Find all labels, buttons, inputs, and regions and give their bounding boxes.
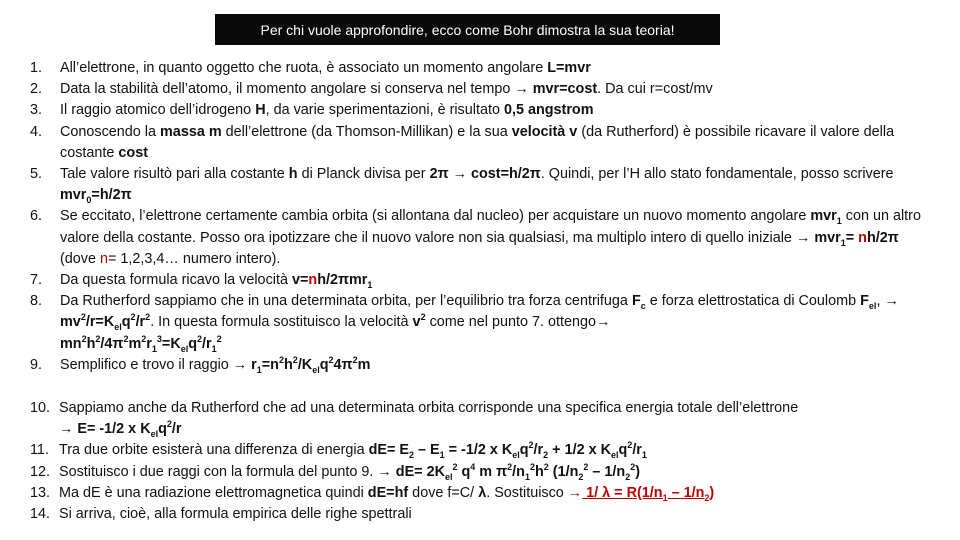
- item-text: Da questa formula ricavo la velocità v=nh/2πmr$_1$: [60, 272, 373, 290]
- item-number: 10.: [30, 400, 51, 417]
- arrow-right-icon: →: [567, 484, 583, 501]
- item-text: Tale valore risultò pari alla costante h di Planck divisa per 2π → cost=h/2π. Quindi, per l’H allo stato fondamentale, posso scrivere mvr$_0$=h/2π: [60, 166, 894, 206]
- item-text: Sappiamo anche da Rutherford che ad una determinata orbita corrisponde una specifica energia totale dell’elettrone → E= -1/2 x $K_{el}q^2/r$: [59, 400, 799, 440]
- item-text: Se eccitato, l’elettrone certamente cambia orbita (si allontana dal nucleo) per acquistare un nuovo momento angolare mvr$_1$ con un altro valore della costante. Posso ora ipotizzare che il nuovo valore non sia qualsiasi, ma multiplo intero di quello iniziale → mvr$_1$= nh/2π (dove n= 1,2,3,4… numero intero).: [60, 208, 921, 267]
- item-number: 5.: [30, 166, 43, 183]
- item-text: Il raggio atomico dell’idrogeno H, da varie sperimentazioni, è risultato 0,5 angstrom: [60, 102, 594, 119]
- arrow-right-icon: →: [884, 293, 899, 310]
- list-item-14: [30, 504, 930, 525]
- arrow-right-icon: →: [232, 356, 248, 373]
- item-number: 6.: [30, 208, 43, 225]
- item-text: Da Rutherford sappiamo che in una determinata orbita, per l’equilibrio tra forza centrifuga $F_c$ e forza elettrostatica di Coulomb $F_{el}$, → $mv^2/r=K_{el}q^2/r^2$. In questa formula sostituisco la velocità $v^2$ come nel punto 7. ottengo→ $mn^2h^2/4\pi^2m^2r_1^3=K_{el}q^2/r_1^2$: [60, 293, 899, 354]
- list-item-9: [30, 355, 930, 376]
- list-item-10: [30, 398, 930, 440]
- item-number: 7.: [30, 272, 43, 289]
- arrow-right-icon: →: [452, 166, 467, 183]
- item-text: Conoscendo la massa m dell’elettrone (da Thomson-Millikan) e la sua velocità v (da Rutherford) è possibile ricavare il valore della costante cost: [60, 123, 895, 161]
- item-number: 9.: [30, 356, 43, 373]
- list-item-11: [30, 440, 930, 461]
- arrow-right-icon: →: [514, 81, 529, 98]
- page-title: Per chi vuole approfondire, ecco come Bohr dimostra la sua teoria!: [260, 21, 675, 38]
- list-item-4: [30, 122, 930, 164]
- item-text: Ma dE è una radiazione elettromagnetica quindi dE=hf dove f=C/ λ. Sostituisco → 1/ $\lambda = R(1/n_1 - 1/n_2)$: [59, 484, 715, 503]
- item-text: All’elettrone, in quanto oggetto che ruota, è associato un momento angolare L=mvr: [60, 60, 591, 76]
- arrow-right-icon: →: [795, 229, 811, 246]
- item-text: Semplifico e trovo il raggio → $r_1=n^2h^2/K_{el}q^24\pi^2m$: [60, 355, 371, 375]
- list-item-1: [30, 58, 930, 79]
- numbered-list: [30, 58, 930, 525]
- item-text: Si arriva, cioè, alla formula empirica delle righe spettrali: [59, 506, 412, 523]
- list-item-12: [30, 462, 930, 483]
- item-number: 8.: [30, 293, 43, 310]
- item-number: 4.: [30, 123, 43, 140]
- title-banner: [215, 14, 720, 45]
- item-number: 11.: [30, 442, 49, 459]
- list-item-3: [30, 100, 930, 121]
- item-text: Sostituisco i due raggi con la formula del punto 9. → $dE= 2K_{el}^2$ $q^4$ m $\pi^2/n_1^2h^2$ $(1/n_2^2 - 1/n_2^2)$: [59, 461, 641, 482]
- arrow-right-icon: →: [596, 314, 611, 331]
- item-number: 1.: [30, 60, 43, 76]
- item-number: 12.: [30, 463, 51, 480]
- item-number: 13.: [30, 484, 51, 501]
- list-item-13: [30, 483, 930, 504]
- list-item-5: [30, 164, 930, 206]
- item-number: 3.: [30, 102, 43, 119]
- list-item-6: [30, 206, 930, 270]
- item-text: Data la stabilità dell’atomo, il momento angolare si conserva nel tempo → mvr=cost. Da cui r=cost/mv: [60, 81, 713, 98]
- item-number: 2.: [30, 81, 43, 98]
- item-text: Tra due orbite esisterà una differenza di energia $dE= E_2 - E_1 = -1/2$ x $K_{el}q^2/r_2 + 1/2$ x $K_{el}q^2/r_1$: [59, 440, 647, 461]
- list-item-7: [30, 270, 930, 291]
- list-item-8: [30, 291, 930, 355]
- spacer: [30, 376, 930, 398]
- item-number: 14.: [30, 506, 51, 523]
- list-item-2: [30, 79, 930, 100]
- arrow-right-icon: →: [377, 463, 392, 480]
- arrow-right-icon: →: [59, 421, 74, 438]
